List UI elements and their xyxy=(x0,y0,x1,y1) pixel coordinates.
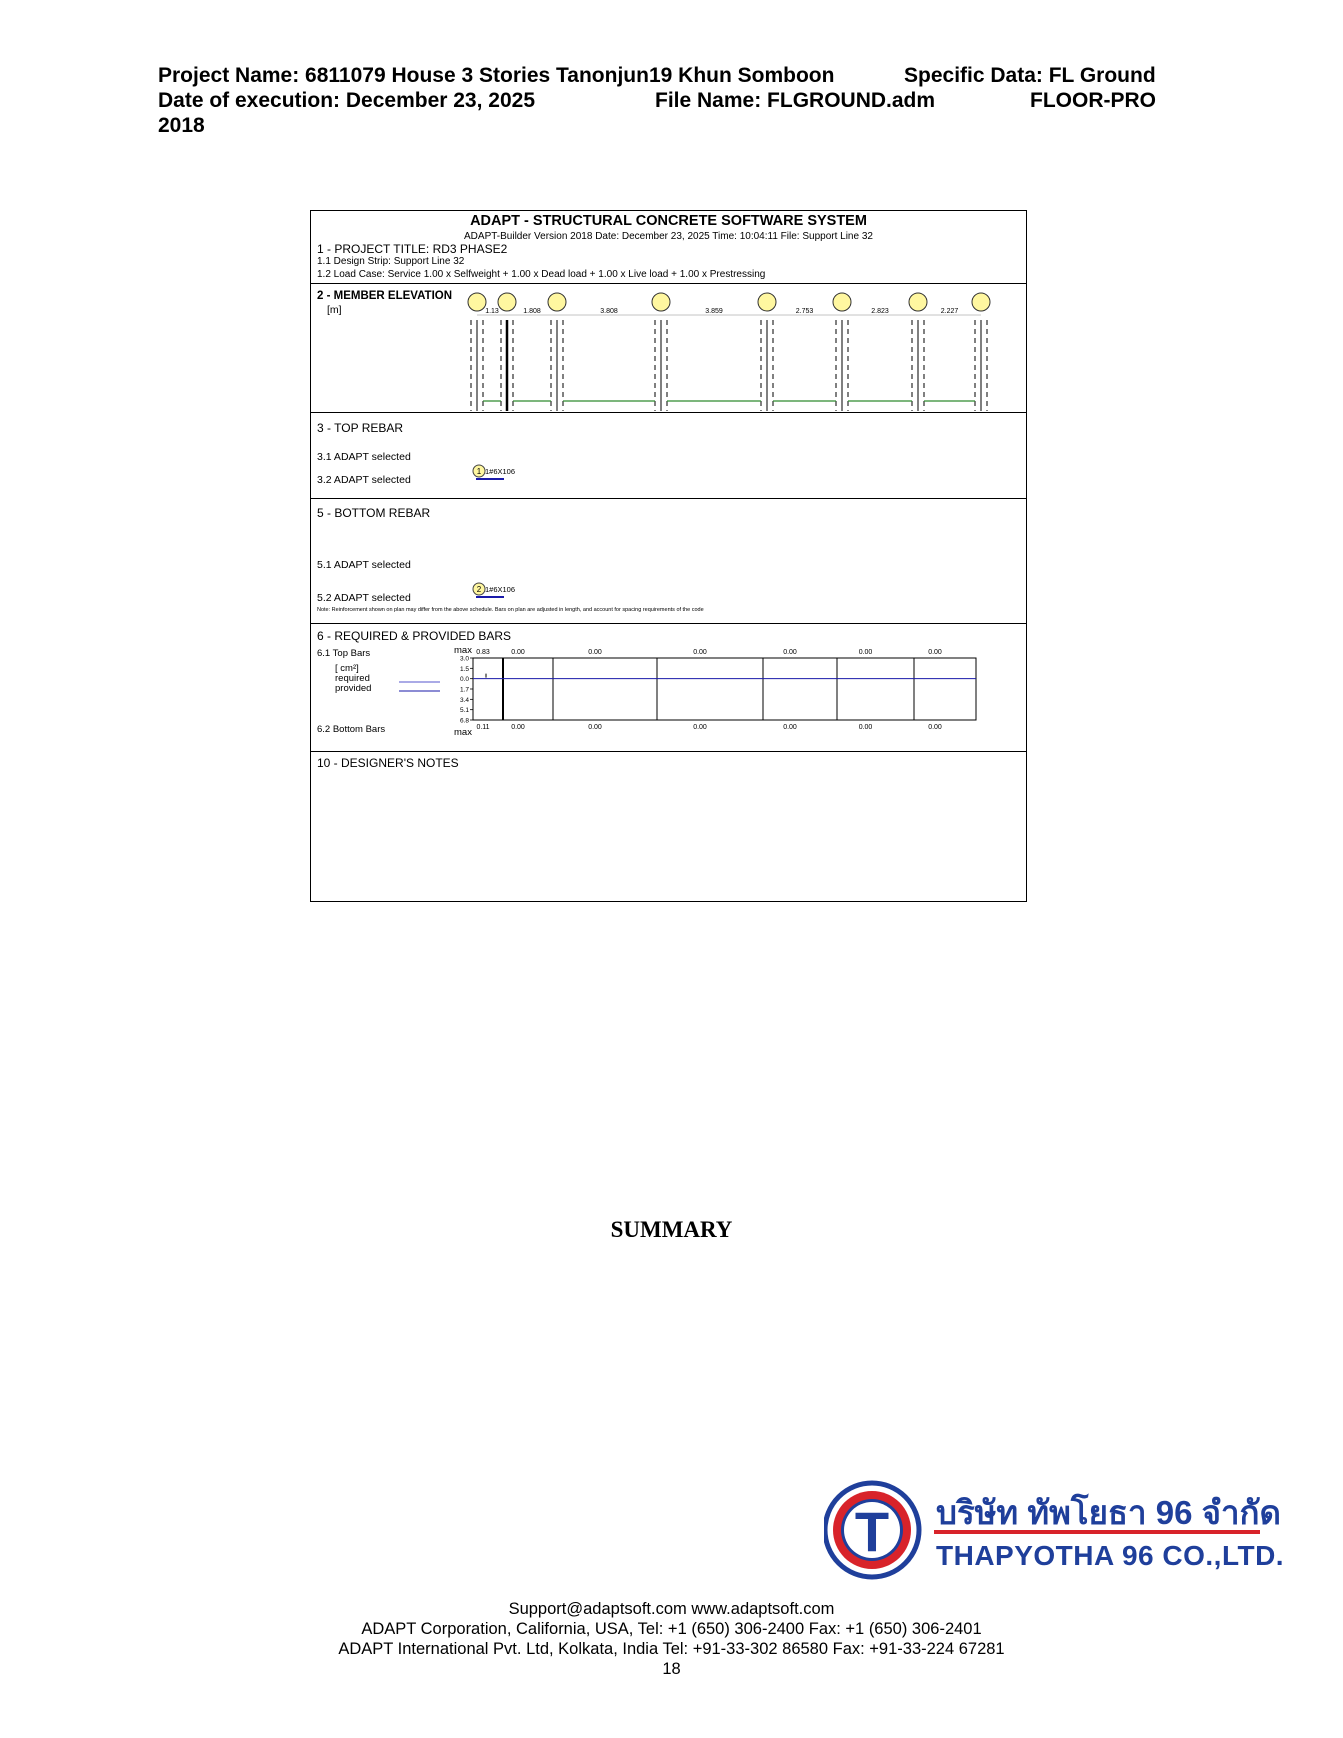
support-marker xyxy=(833,293,851,311)
summary-heading: SUMMARY xyxy=(610,1217,733,1242)
top-max-label: max xyxy=(454,645,472,656)
chart-frame xyxy=(473,658,976,720)
top-bar-label: 1#6X106 xyxy=(485,467,516,476)
required-bars-section xyxy=(311,624,1026,752)
span-length-label: 3.808 xyxy=(600,308,618,315)
bottom-max-value: 0.00 xyxy=(511,724,525,731)
required-bars-heading: 6 - REQUIRED & PROVIDED BARS xyxy=(317,629,512,643)
company-logo xyxy=(824,1476,1285,1586)
top-max-value: 0.00 xyxy=(693,649,707,656)
bottom-max-value: 0.00 xyxy=(588,724,602,731)
report-title: ADAPT - STRUCTURAL CONCRETE SOFTWARE SYSTEM xyxy=(470,213,867,229)
header-program: FLOOR-PRO xyxy=(1030,89,1156,112)
design-strip: 1.1 Design Strip: Support Line 32 xyxy=(317,256,465,267)
logo-letter: T xyxy=(854,1500,890,1563)
top-max-value: 0.00 xyxy=(511,649,525,656)
required-bars-chart xyxy=(311,624,1026,752)
header-file-name: File Name: FLGROUND.adm xyxy=(655,89,936,112)
bottom-max-value: 0.00 xyxy=(928,724,942,731)
span-length-label: 2.227 xyxy=(940,308,959,315)
top-bar-marker: 1 xyxy=(476,467,482,476)
top-max-value: 0.00 xyxy=(928,649,942,656)
member-elevation-heading: 2 - MEMBER ELEVATION xyxy=(317,290,453,302)
bottom-rebar-drawing xyxy=(471,581,541,603)
bottom-max-label: max xyxy=(454,727,472,738)
top-rebar-line2: 3.2 ADAPT selected xyxy=(317,474,411,486)
span-length-label: 1.808 xyxy=(523,308,541,315)
top-max-value: 0.00 xyxy=(858,649,873,656)
footer-india-line: ADAPT International Pvt. Ltd, Kolkata, India Tel: +91-33-302 86580 Fax: +91-33-224 67281 xyxy=(338,1640,1005,1658)
designer-notes-heading: 10 - DESIGNER'S NOTES xyxy=(317,756,459,770)
support-marker xyxy=(972,293,990,311)
support-marker xyxy=(909,293,927,311)
top-bars-label: 6.1 Top Bars xyxy=(317,648,371,659)
member-elevation-section xyxy=(311,284,1026,413)
project-title: 1 - PROJECT TITLE: RD3 PHASE2 xyxy=(317,242,508,256)
load-case: 1.2 Load Case: Service 1.00 x Selfweight + 1.00 x Dead load + 1.00 x Live load + 1.00 x Prestressing xyxy=(317,269,766,280)
header-project-name: Project Name: 6811079 House 3 Stories Tanonjun19 Khun Somboon xyxy=(158,64,835,87)
span-length-label: 3.859 xyxy=(705,308,723,315)
bottom-bars-label: 6.2 Bottom Bars xyxy=(317,724,386,735)
header-program-year: 2018 xyxy=(158,114,205,137)
adapt-report xyxy=(310,210,1027,902)
top-rebar-drawing xyxy=(471,463,541,485)
span-length-label: 1.13 xyxy=(485,308,499,315)
footer-contact-line: Support@adaptsoft.com www.adaptsoft.com xyxy=(508,1600,835,1618)
footer-usa-line: ADAPT Corporation, California, USA, Tel: +1 (650) 306-2400 Fax: +1 (650) 306-2401 xyxy=(361,1620,982,1638)
member-elevation-unit: [m] xyxy=(327,304,342,316)
bottom-bar-label: 1#6X106 xyxy=(485,585,516,594)
logo-thai-name: บริษัท ทัพโยธา 96 จำกัด xyxy=(936,1494,1281,1531)
legend-required-label: required xyxy=(335,673,370,684)
support-marker xyxy=(468,293,486,311)
y-tick-label: 6.8 xyxy=(459,717,469,725)
report-title-block xyxy=(311,211,1026,284)
bottom-bar-marker: 2 xyxy=(476,585,482,594)
bottom-rebar-line1: 5.1 ADAPT selected xyxy=(317,559,411,571)
header-date-of-execution: Date of execution: December 23, 2025 xyxy=(158,89,535,112)
y-tick-label: 1.7 xyxy=(459,686,469,694)
y-tick-label: 3.4 xyxy=(459,696,469,704)
header-specific-data: Specific Data: FL Ground xyxy=(904,64,1156,87)
span-length-label: 2.753 xyxy=(795,308,814,315)
designer-notes-section xyxy=(311,752,1026,901)
top-rebar-heading: 3 - TOP REBAR xyxy=(317,421,404,435)
bottom-rebar-note: Note: Reinforcement shown on plan may differ from the above schedule. Bars on plan are adjusted in length, and account for spacing requirements of the code xyxy=(317,607,704,613)
y-tick-label: 5.1 xyxy=(459,707,469,715)
top-max-value: 0.00 xyxy=(588,649,602,656)
legend-provided-label: provided xyxy=(335,683,372,694)
y-tick-label: 1.5 xyxy=(459,665,469,673)
top-max-value: 0.00 xyxy=(783,649,797,656)
bottom-rebar-section xyxy=(311,499,1026,624)
bottom-max-value: 0.00 xyxy=(783,724,797,731)
report-version-line: ADAPT-Builder Version 2018 Date: December 23, 2025 Time: 10:04:11 File: Support Line 32 xyxy=(464,231,873,242)
bottom-max-value: 0.11 xyxy=(476,724,490,731)
top-max-value: 0.83 xyxy=(476,649,490,656)
bottom-max-value: 0.00 xyxy=(858,724,873,731)
support-marker xyxy=(652,293,670,311)
support-marker xyxy=(548,293,566,311)
required-bars-unit: [ cm²] xyxy=(335,663,359,674)
bottom-rebar-heading: 5 - BOTTOM REBAR xyxy=(317,506,431,520)
support-marker xyxy=(758,293,776,311)
y-tick-label: 3.0 xyxy=(459,655,469,663)
page-number: 18 xyxy=(662,1660,681,1678)
top-rebar-section xyxy=(311,413,1026,499)
top-rebar-line1: 3.1 ADAPT selected xyxy=(317,451,411,463)
bottom-rebar-line2: 5.2 ADAPT selected xyxy=(317,592,411,604)
y-tick-label: 0.0 xyxy=(459,676,469,684)
support-marker xyxy=(498,293,516,311)
bottom-max-value: 0.00 xyxy=(693,724,707,731)
span-length-label: 2.823 xyxy=(871,308,889,315)
logo-english-name: THAPYOTHA 96 CO.,LTD. xyxy=(936,1540,1285,1571)
member-elevation-drawing xyxy=(311,284,1026,413)
